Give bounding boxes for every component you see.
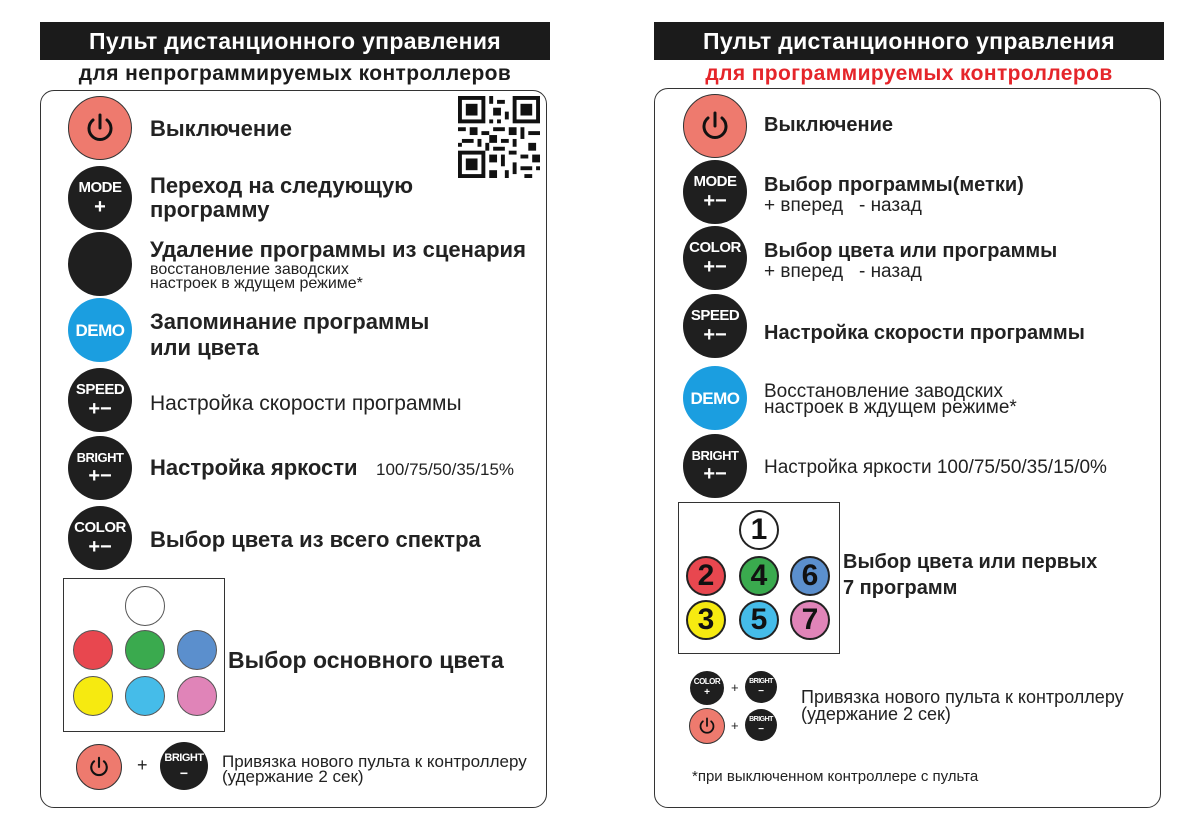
right-color-label: COLOR — [689, 238, 741, 256]
power-icon — [83, 111, 117, 145]
color-pink-button[interactable] — [177, 676, 217, 716]
right-mode-sign: +− — [703, 189, 727, 212]
color-button-label: COLOR — [74, 518, 126, 536]
pairing-bright-button[interactable] — [160, 742, 208, 790]
right-speed-button[interactable] — [683, 294, 747, 358]
right-number-block-title-1: Выбор цвета или первых — [843, 551, 1098, 573]
right-pairing-color-label: COLOR — [693, 677, 721, 686]
color-blue-button[interactable] — [177, 630, 217, 670]
color-red-button[interactable] — [73, 630, 113, 670]
speed-button[interactable] — [68, 368, 132, 432]
left-color-block-label: Выбор основного цвета — [228, 647, 504, 673]
right-mode-button[interactable] — [683, 160, 747, 224]
left-item-delete-note-1: восстановление заводских — [150, 261, 349, 278]
right-pairing-bright-button-2[interactable] — [745, 709, 777, 741]
pairing-bright-sign: − — [179, 764, 189, 781]
right-demo-label: DEMO — [690, 388, 740, 408]
right-footnote: *при выключенном контроллере с пульта — [692, 768, 979, 785]
right-pairing-color-button[interactable] — [690, 671, 724, 705]
mode-button-sign: + — [94, 195, 106, 218]
color-button[interactable] — [68, 506, 132, 570]
right-item-mode-note: + вперед - назад — [764, 195, 922, 216]
right-bright-label: BRIGHT — [691, 447, 739, 463]
right-item-color-note: + вперед - назад — [764, 261, 922, 282]
right-mode-label: MODE — [693, 172, 737, 190]
qr-code — [458, 96, 540, 178]
speed-button-sign: +− — [88, 397, 112, 420]
left-item-demo-title-2: или цвета — [150, 335, 259, 360]
left-item-color-label: Выбор цвета из всего спектра — [150, 527, 481, 552]
right-pairing-plus-1: + — [731, 680, 739, 695]
color-yellow-button[interactable] — [73, 676, 113, 716]
power-icon — [87, 755, 111, 779]
right-item-power-label: Выключение — [764, 114, 894, 136]
right-item-demo-note-2: настроек в ждущем режиме* — [764, 397, 1017, 418]
demo-button-label: DEMO — [75, 320, 125, 340]
number-1-button[interactable]: 1 — [739, 510, 779, 550]
blank-button[interactable] — [68, 232, 132, 296]
right-number-block-title-2: 7 программ — [843, 577, 958, 599]
color-button-sign: +− — [88, 535, 112, 558]
bright-button[interactable] — [68, 436, 132, 500]
left-item-power-label: Выключение — [150, 116, 292, 141]
color-green-button[interactable] — [125, 630, 165, 670]
right-item-demo-note-1: Восстановление заводских — [764, 381, 1003, 402]
color-white-button[interactable] — [125, 586, 165, 626]
right-speed-sign: +− — [703, 323, 727, 346]
right-pairing-bright-sign-1: − — [758, 685, 764, 697]
bright-button-label: BRIGHT — [76, 449, 124, 465]
right-item-color-title: Выбор цвета или программы — [764, 240, 1058, 262]
left-item-mode-title-2: программу — [150, 197, 270, 222]
left-item-bright-label: Настройка яркости — [150, 455, 358, 480]
number-5-button[interactable]: 5 — [739, 600, 779, 640]
right-banner: Пульт дистанционного управления — [654, 22, 1164, 60]
number-3-button[interactable]: 3 — [686, 600, 726, 640]
demo-button[interactable] — [68, 298, 132, 362]
right-pairing-bright-button-1[interactable] — [745, 671, 777, 703]
right-color-button[interactable] — [683, 226, 747, 290]
right-item-speed-label: Настройка скорости программы — [764, 322, 1085, 344]
power-icon — [698, 109, 732, 143]
pairing-plus: + — [137, 755, 148, 775]
number-6-button[interactable]: 6 — [790, 556, 830, 596]
left-item-delete-note-2: настроек в ждущем режиме* — [150, 275, 363, 292]
right-color-sign: +− — [703, 255, 727, 278]
left-banner: Пульт дистанционного управления — [40, 22, 550, 60]
pairing-power-button[interactable] — [76, 744, 122, 790]
power-icon — [697, 716, 717, 736]
right-pairing-bright-sign-2: − — [758, 723, 764, 735]
left-item-demo-title-1: Запоминание программы — [150, 309, 430, 334]
color-cyan-button[interactable] — [125, 676, 165, 716]
mode-button-label: MODE — [78, 178, 122, 196]
right-pairing-bright-label-2: BRIGHT — [749, 715, 773, 723]
power-button[interactable] — [68, 96, 132, 160]
number-2-button[interactable]: 2 — [686, 556, 726, 596]
right-speed-label: SPEED — [690, 306, 740, 324]
right-bright-button[interactable] — [683, 434, 747, 498]
right-bright-sign: +− — [703, 462, 727, 485]
right-pairing-plus-2: + — [731, 718, 739, 733]
bright-button-sign: +− — [88, 464, 112, 487]
right-pairing-bright-label-1: BRIGHT — [749, 677, 773, 685]
right-pairing-text-2: (удержание 2 сек) — [801, 704, 951, 724]
right-item-bright-label: Настройка яркости 100/75/50/35/15/0% — [764, 457, 1107, 478]
right-subtitle: для программируемых контроллеров — [705, 62, 1113, 85]
right-power-button[interactable] — [683, 94, 747, 158]
left-item-delete-title: Удаление программы из сценария — [150, 237, 526, 262]
left-item-speed-label: Настройка скорости программы — [150, 392, 462, 415]
number-4-button[interactable]: 4 — [739, 556, 779, 596]
right-pairing-power-button[interactable] — [689, 708, 725, 744]
right-item-mode-title: Выбор программы(метки) — [764, 174, 1024, 196]
left-pairing-text-1: Привязка нового пульта к контроллеру — [222, 752, 527, 771]
speed-button-label: SPEED — [75, 380, 125, 398]
left-subtitle: для непрограммируемых контроллеров — [78, 62, 512, 85]
left-item-mode-title-1: Переход на следующую — [150, 173, 413, 198]
mode-button[interactable] — [68, 166, 132, 230]
left-item-bright-suffix: 100/75/50/35/15% — [376, 460, 515, 479]
right-pairing-text-1: Привязка нового пульта к контроллеру — [801, 687, 1124, 707]
right-pairing-color-sign: + — [704, 687, 710, 698]
left-pairing-text-2: (удержание 2 сек) — [222, 767, 364, 786]
number-7-button[interactable]: 7 — [790, 600, 830, 640]
pairing-bright-label: BRIGHT — [164, 751, 204, 764]
right-demo-button[interactable] — [683, 366, 747, 430]
